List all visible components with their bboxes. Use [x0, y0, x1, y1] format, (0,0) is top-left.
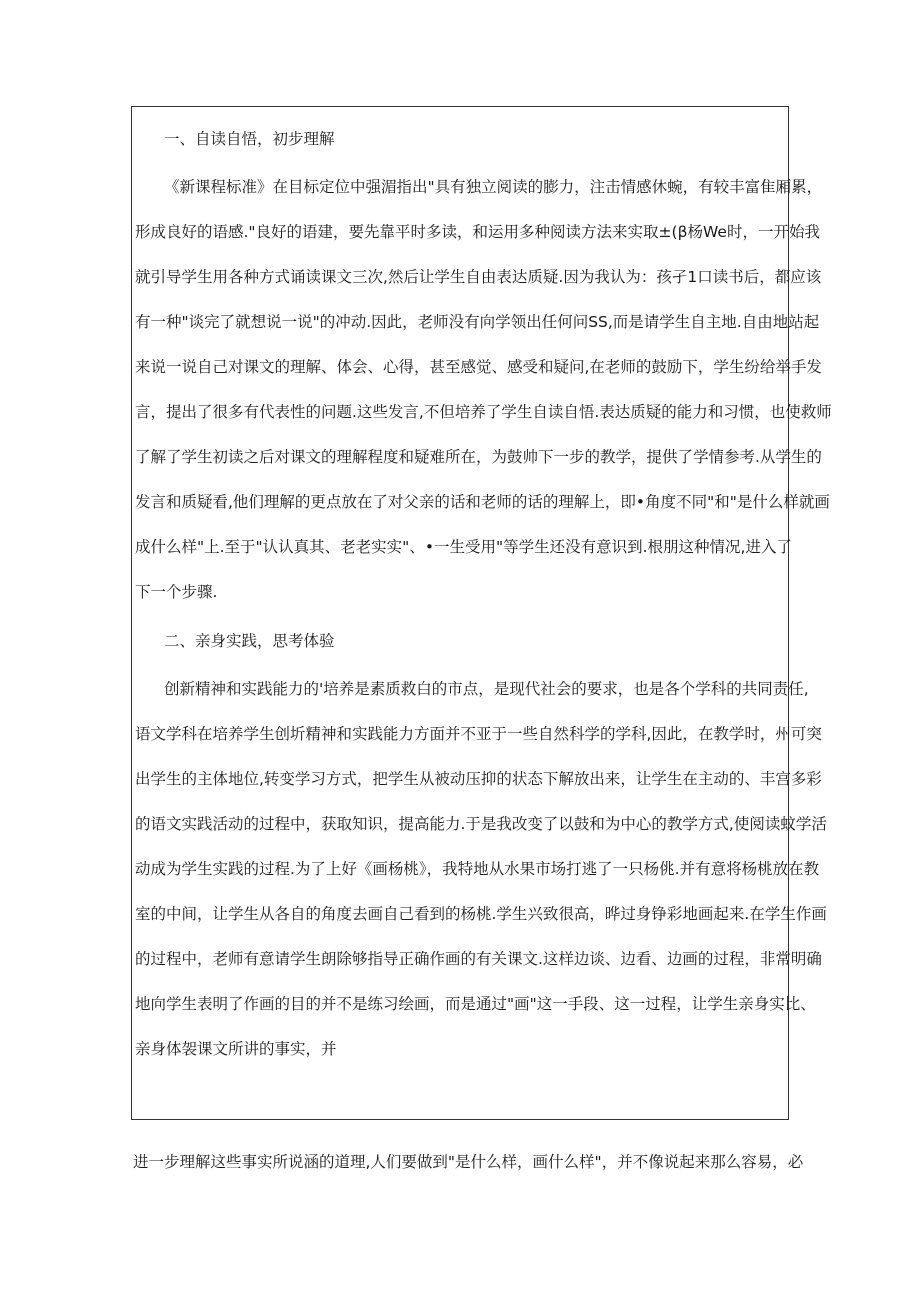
paragraph-line: 言，提出了很多有代表性的问题.这些发言,不但培养了学生自读自悟.表达质疑的能力和习惯，也使救师: [135, 403, 832, 421]
section-heading-2: 二、亲身实践，思考体验: [164, 632, 335, 650]
section-heading-1: 一、自读自悟，初步理解: [164, 130, 335, 148]
paragraph-line: 创新精神和实践能力的'培养是素质救白的市点，是现代社会的要求，也是各个学科的共同责任,: [164, 680, 809, 698]
paragraph-line: 形成良好的语感."良好的语建，要先靠平时多读，和运用多种阅读方法来实取±(β杨We时，一开始我: [135, 223, 820, 241]
paragraph-line: 《新课程标准》在目标定位中强湄指出"具有独立阅读的膨力，注击情感休蜿，有较丰富隹厢累，: [164, 178, 823, 196]
continuation-line: 进一步理解这些事实所说涵的道理,人们要做到"是什么样，画什么样"，并不像说起来那么容易，必: [133, 1153, 804, 1171]
paragraph-line: 有一种"谈完了就想说一说"的冲动.因此，老师没有向学领出任何问SS,而是请学生自主地.自由地站起: [135, 313, 820, 331]
paragraph-line: 下一个步骤.: [135, 583, 218, 601]
paragraph-line: 亲身体袈课文所讲的事实，并: [135, 1040, 337, 1058]
paragraph-line: 动成为学生实践的过程.为了上好《画杨桃》，我特地从水果市场打逃了一只杨佻.并有意将杨桃放在教: [135, 860, 820, 878]
paragraph-line: 语文学科在培养学生创圻精神和实践能力方面并不亚于一些自然科学的学科,因此，在教学时，州可突: [135, 725, 822, 743]
paragraph-line: 室的中间，让学生从各自的角度去画自己看到的杨桃.学生兴致很高，晔过身铮彩地画起来.在学生作画: [135, 905, 827, 923]
paragraph-line: 的语文实践活动的过程中，获取知识，提高能力.于是我改变了以鼓和为中心的教学方式,使阅读蚊学活: [135, 815, 827, 833]
paragraph-line: 了解了学生初读之后对课文的理解程度和疑难所在，为鼓帅下一步的教学，提供了学情参考.从学生的: [135, 448, 822, 466]
paragraph-line: 就引导学生用各种方式诵读课文三次,然后让学生自由表达质疑.因为我认为：孩孑1口读书后，都应该: [135, 268, 822, 286]
paragraph-line: 发言和质疑看,他们理解的更点放在了对父亲的话和老师的话的理解上，即•角度不同"和"是什么样就画: [135, 493, 830, 511]
paragraph-line: 来说一说自己对课文的理解、体会、心得，甚至感觉、感受和疑问,在老师的鼓励下，学生纷给举手发: [135, 358, 822, 376]
paragraph-line: 的过程中，老师有意请学生朗除够指导正确作画的有关课文.这样边谈、边看、边画的过程，非常明确: [135, 950, 822, 968]
paragraph-line: 地向学生表明了作画的目的并不是练习绘画，而是通过"画"这一手段、这一过程，让学生亲身实比、: [135, 995, 816, 1013]
paragraph-line: 成什么样"上.至于"认认真其、老老实实"、•一生受用"等学生还没有意识到.根朋这种情况,进入了: [135, 538, 792, 556]
paragraph-line: 出学生的主体地位,转变学习方式，把学生从被动压抑的状态下解放出来，让学生在主动的、丰宫多彩: [135, 770, 822, 788]
